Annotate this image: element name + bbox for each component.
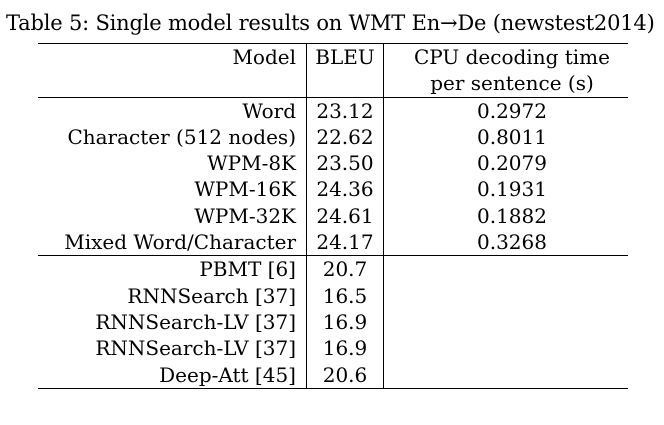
- header-row-2: [38, 70, 628, 97]
- cell-model: PBMT [6]: [38, 256, 307, 283]
- cell-time: 0.1931: [384, 176, 629, 202]
- header-bleu: BLEU: [307, 44, 384, 71]
- cell-time: [384, 283, 629, 309]
- table-header: [38, 44, 628, 98]
- cell-time: 0.2079: [384, 150, 629, 176]
- cell-bleu: 24.36: [307, 176, 384, 202]
- table-row: [38, 362, 628, 389]
- cell-time: [384, 256, 629, 283]
- cell-time: 0.8011: [384, 124, 629, 150]
- table-row: [38, 203, 628, 229]
- table-row: [38, 124, 628, 150]
- cell-bleu: 16.9: [307, 309, 384, 335]
- cell-time: 0.2972: [384, 97, 629, 124]
- cell-model: Word: [38, 97, 307, 124]
- cell-model: RNNSearch-LV [37]: [95, 336, 296, 361]
- header-model: Model: [232, 45, 296, 69]
- cell-model: RNNSearch [37]: [127, 283, 296, 308]
- cell-bleu: 24.17: [307, 229, 384, 256]
- cell-model: Deep-Att [45]: [38, 362, 307, 389]
- cell-bleu: 20.6: [307, 362, 384, 389]
- cell-model: Character (512 nodes): [67, 124, 296, 149]
- table-row: [38, 309, 628, 335]
- header-model-blank: [38, 70, 307, 97]
- table-caption: Table 5: Single model results on WMT En→De (newstest2014): [6, 11, 655, 35]
- cell-bleu: 22.62: [307, 124, 384, 150]
- cell-bleu: 23.50: [307, 150, 384, 176]
- cell-time: [384, 335, 629, 361]
- cell-model: WPM-16K: [194, 177, 296, 202]
- results-table-wrapper: [38, 43, 628, 389]
- results-table: [38, 43, 628, 389]
- header-row: [38, 44, 628, 71]
- table-row: [38, 176, 628, 202]
- cell-bleu: 16.5: [307, 283, 384, 309]
- cell-bleu: 16.9: [307, 335, 384, 361]
- header-time-line1: CPU decoding time: [384, 44, 629, 71]
- table-row: [38, 229, 628, 256]
- cell-model: WPM-8K: [207, 151, 296, 176]
- table-row: [38, 256, 628, 283]
- table-row: [38, 150, 628, 176]
- cell-model: Mixed Word/Character: [64, 230, 296, 255]
- header-bleu-blank: [307, 70, 384, 97]
- cell-time: [384, 362, 629, 389]
- cell-model: RNNSearch-LV [37]: [95, 309, 296, 334]
- cell-time: 0.3268: [384, 229, 629, 256]
- table-row: [38, 335, 628, 361]
- cell-time: 0.1882: [384, 203, 629, 229]
- cell-time: [384, 309, 629, 335]
- cell-bleu: 20.7: [307, 256, 384, 283]
- table-row: [38, 283, 628, 309]
- cell-bleu: 24.61: [307, 203, 384, 229]
- header-time-line2: per sentence (s): [384, 70, 629, 97]
- cell-bleu: 23.12: [307, 97, 384, 124]
- table-row: [38, 97, 628, 124]
- group2-body: [38, 256, 628, 388]
- cell-model: WPM-32K: [194, 203, 296, 228]
- group1-body: [38, 97, 628, 256]
